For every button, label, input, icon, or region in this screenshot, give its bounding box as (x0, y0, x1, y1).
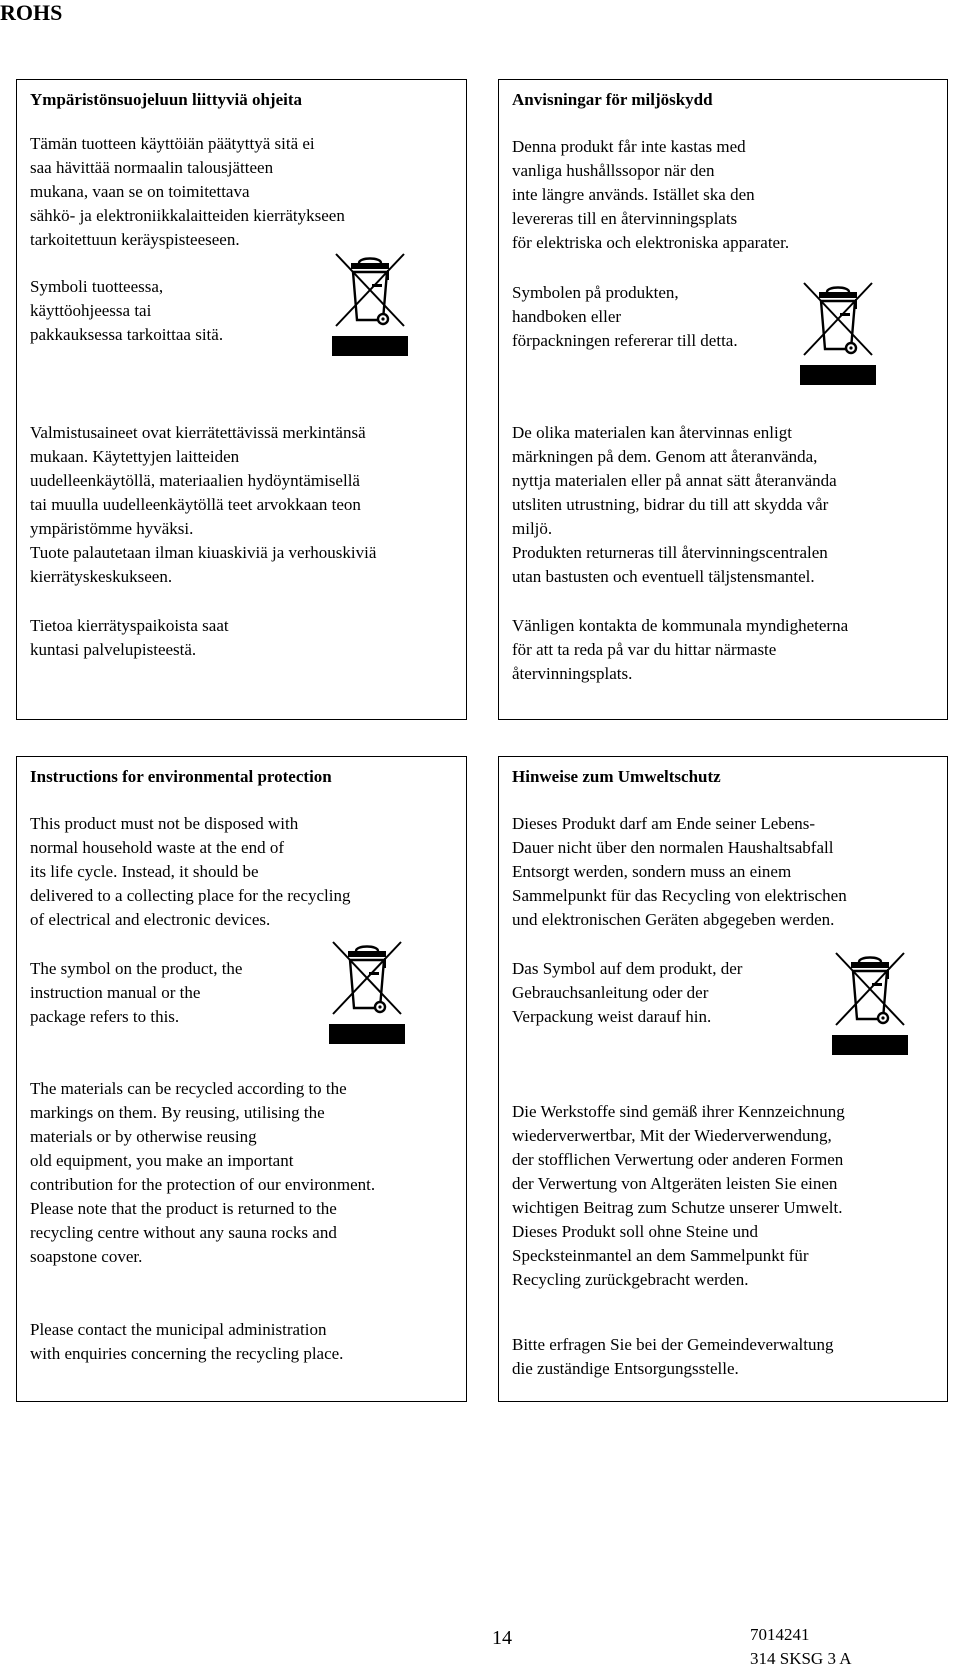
section-finnish (16, 79, 467, 720)
section-swedish (498, 79, 948, 720)
section-heading: Anvisningar för miljöskydd (512, 90, 713, 109)
section-paragraph: The materials can be recycled according to the markings on them. By reusing, utilising the materials or by otherwise reusing old equipment, you make an important contribution for the protection of our environment. Please note that the product is returned to the recycling centre without any sauna rocks and soapstone cover. (30, 1079, 376, 1266)
section-paragraph: Vänligen kontakta de kommunala myndigheterna för att ta reda på var du hittar närmaste återvinningsplats. (512, 616, 849, 683)
section-paragraph: Valmistusaineet ovat kierrätettävissä merkintänsä mukaan. Käytettyjen laitteiden uudelleenkäytöllä, materiaalien hydöyntämisellä tai muulla uudelleenkäytöllä teet arvokkaan teon ympäristömme hyväksi. Tuote palautetaan ilman kiuaskiviä ja verhouskiviä kierrätyskeskukseen. (30, 423, 377, 586)
section-heading: Instructions for environmental protection (30, 767, 332, 786)
section-german (498, 756, 948, 1402)
crossed-out-wheelie-bin-icon (327, 936, 407, 1046)
section-paragraph: The symbol on the product, the instruction manual or the package refers to this. (30, 959, 243, 1026)
page-number: 14 (492, 1627, 512, 1649)
section-paragraph: Das Symbol auf dem produkt, der Gebrauchsanleitung oder der Verpackung weist darauf hin. (512, 959, 743, 1026)
crossed-out-wheelie-bin-icon (830, 947, 910, 1057)
section-paragraph: Please contact the municipal administration with enquiries concerning the recycling place. (30, 1320, 344, 1363)
section-paragraph: Symbolen på produkten, handboken eller förpackningen refererar till detta. (512, 283, 738, 350)
page-title: ROHS (0, 0, 63, 25)
section-paragraph: Denna produkt får inte kastas med vanliga hushållssopor när den inte längre används. Istället ska den levereras till en återvinningsplats för elektriska och elektroniska apparater. (512, 137, 790, 252)
crossed-out-wheelie-bin-icon (798, 277, 878, 387)
section-paragraph: Bitte erfragen Sie bei der Gemeindeverwaltung die zuständige Entsorgungsstelle. (512, 1335, 834, 1378)
section-heading: Hinweise zum Umweltschutz (512, 767, 721, 786)
section-paragraph: This product must not be disposed with normal household waste at the end of its life cycle. Instead, it should be delivered to a collecting place for the recycling of electrical and electronic devices. (30, 814, 351, 929)
document-code: 7014241 314 SKSG 3 A (750, 1625, 852, 1668)
crossed-out-wheelie-bin-icon (330, 248, 410, 358)
section-paragraph: Tämän tuotteen käyttöiän päätyttyä sitä ei saa hävittää normaalin talousjätteen mukana, vaan se on toimitettava sähkö- ja elektroniikkalaitteiden kierrätykseen tarkoitettuun keräyspisteeseen. (30, 134, 345, 249)
section-paragraph: Symboli tuotteessa, käyttöohjeessa tai pakkauksessa tarkoittaa sitä. (30, 277, 224, 344)
section-paragraph: Die Werkstoffe sind gemäß ihrer Kennzeichnung wiederverwertbar, Mit der Wiederverwendung, der stofflichen Verwertung oder anderen Formen der Verwertung von Altgeräten leisten Sie einen wichtigen Beitrag zum Schutze unserer Umwelt. Dieses Produkt soll ohne Steine und Specksteinmantel an dem Sammelpunkt für Recycling zurückgebracht werden. (512, 1102, 845, 1289)
section-heading: Ympäristönsuojeluun liittyviä ohjeita (30, 90, 303, 109)
section-paragraph: Dieses Produkt darf am Ende seiner Lebens- Dauer nicht über den normalen Haushaltsabfall Entsorgt werden, sondern muss an einem Sammelpunkt für das Recycling von elektrischen und elektronischen Geräten abgegeben werden. (512, 814, 847, 929)
section-english (16, 756, 467, 1402)
section-paragraph: Tietoa kierrätyspaikoista saat kuntasi palvelupisteestä. (30, 616, 229, 659)
section-paragraph: De olika materialen kan återvinnas enligt märkningen på dem. Genom att återanvända, nyttja materialen eller på annat sätt återanvända utsliten utrustning, bidrar du till att skydda vår miljö. Produkten returneras till återvinningscentralen utan bastusten och eventuell täljstensmantel. (512, 423, 837, 586)
